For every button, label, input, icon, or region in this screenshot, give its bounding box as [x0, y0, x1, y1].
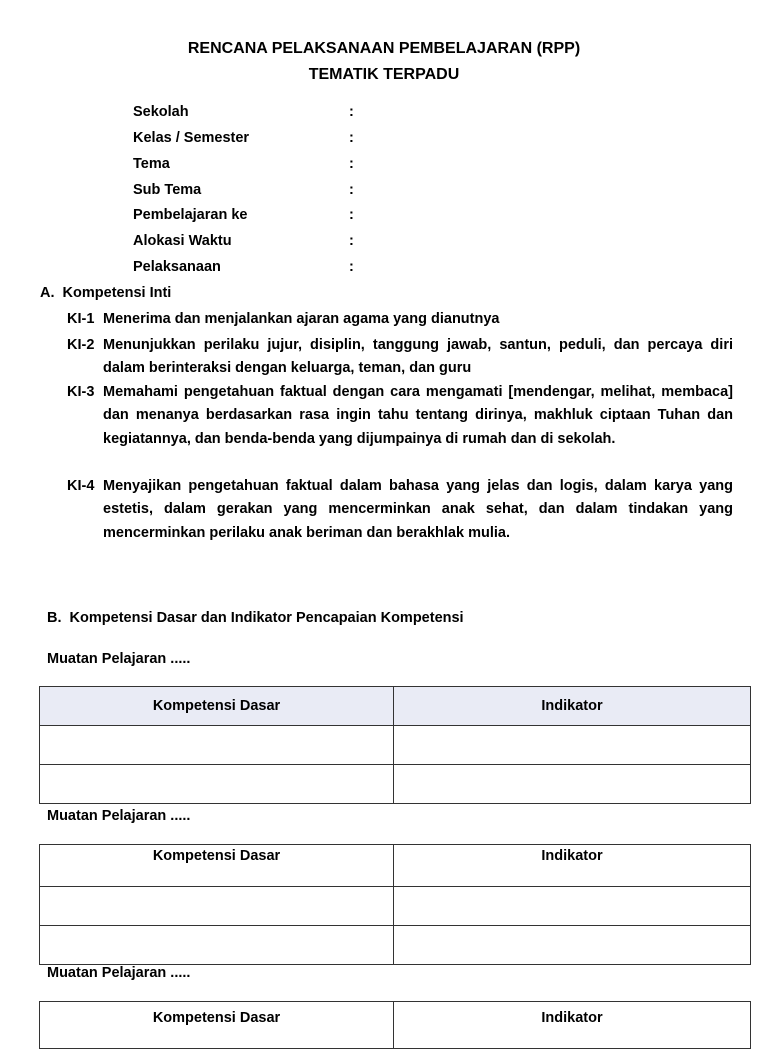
ki-2-code: KI-2 [67, 337, 95, 353]
field-colon: : [349, 207, 354, 223]
kompetensi-dasar-cell[interactable] [40, 887, 394, 926]
column-header-indikator: Indikator [394, 1002, 751, 1049]
table-row [40, 926, 751, 965]
ki-1-code: KI-1 [67, 311, 95, 327]
field-label-alokasi-waktu: Alokasi Waktu [133, 233, 232, 249]
field-colon: : [349, 233, 354, 249]
ki-1-text: Menerima dan menjalankan ajaran agama yang dianutnya [103, 311, 500, 327]
column-header-kompetensi-dasar: Kompetensi Dasar [40, 1002, 394, 1049]
document-title: RENCANA PELAKSANAAN PEMBELAJARAN (RPP) [187, 40, 581, 57]
field-label-tema: Tema [133, 156, 170, 172]
indikator-cell[interactable] [394, 765, 751, 804]
field-label-pembelajaran-ke: Pembelajaran ke [133, 207, 248, 223]
document-subtitle: TEMATIK TERPADU [308, 66, 460, 83]
field-label-sekolah: Sekolah [133, 104, 189, 120]
section-a-heading: A. Kompetensi Inti [40, 285, 172, 301]
table-row [40, 887, 751, 926]
ki-2-text: Menunjukkan perilaku jujur, disiplin, tanggung jawab, santun, peduli, dan percaya diri dalam berinteraksi dengan keluarga, teman, dan guru [103, 337, 733, 377]
field-colon: : [349, 130, 354, 146]
kd-indikator-table [39, 1001, 751, 1049]
ki-4-code: KI-4 [67, 478, 95, 494]
column-header-kompetensi-dasar: Kompetensi Dasar [40, 845, 394, 887]
indikator-cell[interactable] [394, 887, 751, 926]
kompetensi-dasar-cell[interactable] [40, 726, 394, 765]
kompetensi-dasar-cell[interactable] [40, 926, 394, 965]
field-label-kelas-semester: Kelas / Semester [133, 130, 250, 146]
field-label-pelaksanaan: Pelaksanaan [133, 259, 221, 275]
indikator-cell[interactable] [394, 926, 751, 965]
ki-3-code: KI-3 [67, 384, 95, 400]
section-b-heading: B. Kompetensi Dasar dan Indikator Pencapaian Kompetensi [47, 610, 464, 626]
ki-4-text: Menyajikan pengetahuan faktual dalam bahasa yang jelas dan logis, dalam karya yang estetis, dalam gerakan yang mencerminkan anak sehat, dan dalam tindakan yang mencerminkan perilaku anak beriman dan berakhlak mulia. [103, 478, 733, 541]
field-label-sub-tema: Sub Tema [133, 182, 202, 198]
muatan-pelajaran-label: Muatan Pelajaran ..... [47, 651, 191, 667]
field-colon: : [349, 259, 354, 275]
field-colon: : [349, 182, 354, 198]
column-header-kompetensi-dasar: Kompetensi Dasar [40, 687, 394, 726]
muatan-pelajaran-label: Muatan Pelajaran ..... [47, 965, 191, 981]
indikator-cell[interactable] [394, 726, 751, 765]
table-row [40, 765, 751, 804]
ki-3-text: Memahami pengetahuan faktual dengan cara mengamati [mendengar, melihat, membaca] dan menanya berdasarkan rasa ingin tahu tentang dirinya, makhluk ciptaan Tuhan dan kegiatannya, dan benda-benda yang dijumpainya di rumah dan di sekolah. [103, 384, 733, 447]
field-colon: : [349, 156, 354, 172]
muatan-pelajaran-label: Muatan Pelajaran ..... [47, 808, 191, 824]
kd-indikator-table [39, 844, 751, 965]
column-header-indikator: Indikator [394, 687, 751, 726]
table-row [40, 726, 751, 765]
column-header-indikator: Indikator [394, 845, 751, 887]
kompetensi-dasar-cell[interactable] [40, 765, 394, 804]
kd-indikator-table [39, 686, 751, 804]
field-colon: : [349, 104, 354, 120]
